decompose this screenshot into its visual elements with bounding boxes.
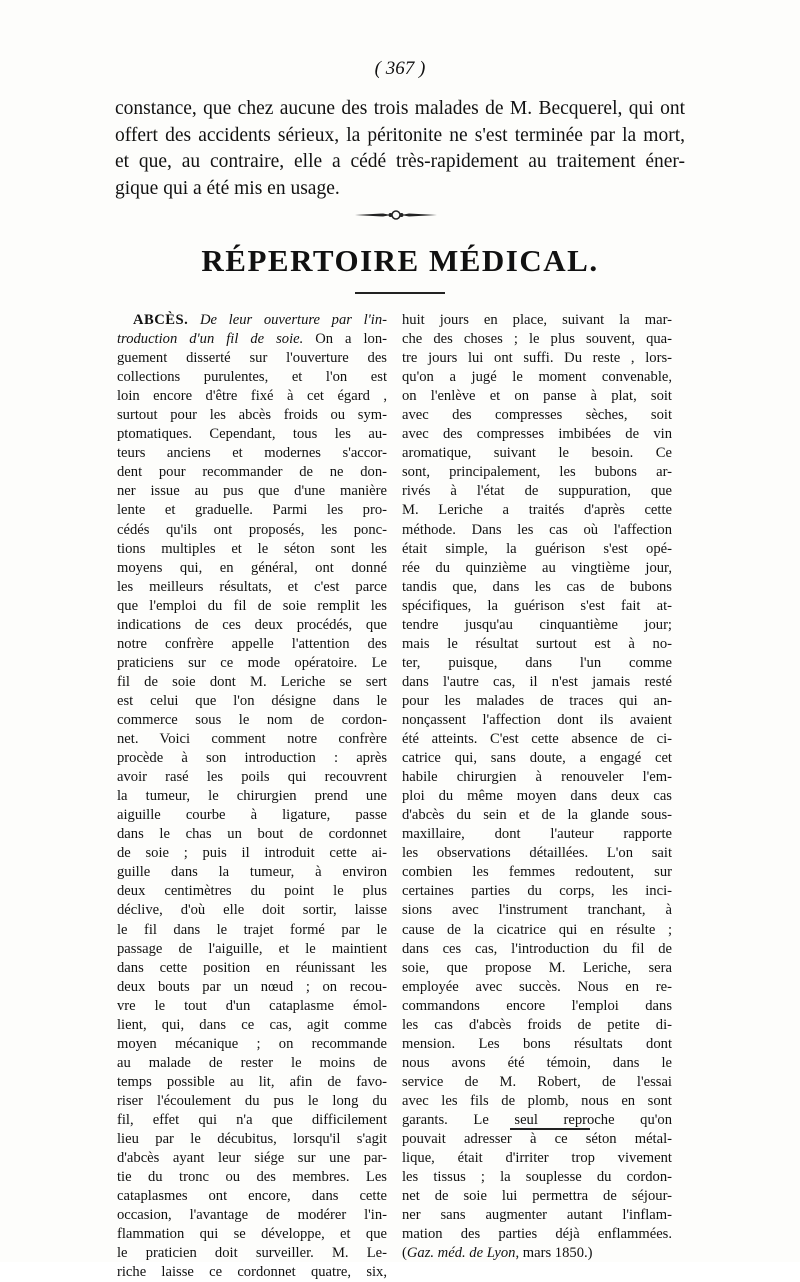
text-line: aiguille courbe à ligature, passe: [117, 807, 387, 824]
text-line: ner issue au pus que d'une manière: [117, 483, 387, 500]
text-line: certaines parties du corps, les inci-: [402, 883, 672, 900]
text-line: dans l'autre cas, il n'est jamais resté: [402, 673, 672, 690]
text-line: ner sans augmenter autant l'inflam-: [402, 1207, 672, 1224]
text-line: moyen mécanique ; on recommande: [117, 1035, 387, 1052]
text-line: le fil dans le trajet formé par le: [117, 921, 387, 938]
text-line: sions avec l'instrument tranchant, à: [402, 902, 672, 919]
text-line: cédés qu'ils ont proposés, les ponc-: [117, 521, 387, 538]
text-line: spécifiques, la guérison s'est fait at-: [402, 597, 672, 614]
text-line: on l'enlève et on panse à plat, soit: [402, 388, 672, 405]
intro-paragraph: [115, 96, 685, 202]
text-line: été atteints. C'est cette absence de ci-: [402, 731, 672, 748]
text-line: huit jours en place, suivant la mar-: [402, 312, 672, 328]
text-line: était simple, la guérison s'est opé-: [402, 540, 672, 557]
text-line: occasion, l'avantage de modérer l'in-: [117, 1207, 387, 1224]
text-line: commerce sous le nom de cordon-: [117, 711, 387, 728]
article-heading-line: [117, 330, 387, 349]
left-column-lines: [117, 349, 387, 1282]
text-line: tendre jusqu'au cinquantième jour;: [402, 616, 672, 633]
citation-source: Gaz. méd. de Lyon: [406, 1245, 516, 1262]
text-line: nous avons été témoin, dans le: [402, 1054, 672, 1071]
citation-date: mars 1850.: [522, 1245, 588, 1262]
citation: (Gaz. méd. de Lyon, mars 1850.): [402, 1245, 593, 1262]
text-line: habile chirurgien à renouveler l'em-: [402, 769, 672, 786]
text-line: tie du tronc ou des membres. Les: [117, 1169, 387, 1186]
text-line: guement disserté sur l'ouverture des: [117, 350, 387, 367]
text-line: commandons encore l'emploi dans: [402, 997, 672, 1014]
text-line: cause de la cicatrice qui en résulte ;: [402, 921, 672, 938]
text-line: nonçassent l'affection dont ils avaient: [402, 711, 672, 728]
text-line: deux bouts par un nœud ; on recou-: [117, 978, 387, 995]
text-line: les tissus ; la souplesse du cordon-: [402, 1169, 672, 1186]
text-line: rée du quinzième au vingtième jour,: [402, 559, 672, 576]
text-line: fil de soie dont M. Leriche se sert: [117, 673, 387, 690]
text-line: méthode. Dans les cas où l'affection: [402, 521, 672, 538]
left-column: [117, 311, 387, 1282]
text-line: net. Voici comment notre confrère: [117, 731, 387, 748]
text-line: que l'emploi du fil de soie remplit les: [117, 597, 387, 614]
text-line: dans le chas un bout de cordonnet: [117, 826, 387, 843]
text-line: vre le tout d'un cataplasme émol-: [117, 997, 387, 1014]
section-title: RÉPERTOIRE MÉDICAL.: [201, 243, 599, 278]
ornament-divider-icon: [353, 208, 439, 222]
text-line: qu'on a jugé le moment convenable,: [402, 369, 672, 386]
text-line: ploi du même moyen dans deux cas: [402, 788, 672, 805]
text-line: loin encore d'être fixé à cet égard ,: [117, 388, 387, 405]
text-line: ptomatiques. Cependant, tous les au-: [117, 426, 387, 443]
text-line: aromatique, suivant le besoin. Ce: [402, 445, 672, 462]
text-line: les meilleurs résultats, et c'est parce: [117, 578, 387, 595]
text-line: maxillaire, dont l'auteur rapporte: [402, 826, 672, 843]
text-line: praticiens sur ce mode opératoire. Le: [117, 654, 387, 671]
text-line: net de soie lui permettra de séjour-: [402, 1188, 672, 1205]
text-line: employée avec succès. Nous en re-: [402, 978, 672, 995]
text-line: service de M. Robert, de l'essai: [402, 1073, 672, 1090]
article-subtitle: De leur ouverture par l'in-: [199, 312, 387, 328]
end-rule: [510, 1128, 590, 1130]
text-line: avoir rasé les poils qui recouvrent: [117, 769, 387, 786]
text-line: au malade de rester le moins de: [117, 1054, 387, 1071]
text-line: le praticien doit surveiller. M. Le-: [117, 1245, 387, 1262]
article-title: ABCÈS.: [133, 312, 189, 328]
intro-line: gique qui a été mis en usage.: [115, 177, 340, 199]
text-line: deux centimètres du point le plus: [117, 883, 387, 900]
right-column-lines: [402, 311, 672, 1244]
text-line: lente et graduelle. Parmi les pro-: [117, 502, 387, 519]
text-line: temps possible au lit, afin de favo-: [117, 1073, 387, 1090]
text-line: pour les malades de traces qui an-: [402, 692, 672, 709]
text-line: collections purulentes, et l'on est: [117, 369, 387, 386]
text-line: moyens qui, en général, ont donné: [117, 559, 387, 576]
text-line: catrice qui, sans doute, a engagé cet: [402, 750, 672, 767]
text-line: ter, puisque, dans l'un comme: [402, 654, 672, 671]
text-line: déclive, d'où elle doit sortir, laisse: [117, 902, 387, 919]
text-line: d'abcès ayant leur siége sur une par-: [117, 1150, 387, 1167]
text-line: indications de ces deux procédés, que: [117, 616, 387, 633]
text-line: lique, était d'irriter trop vivement: [402, 1150, 672, 1167]
text-line: procède à son introduction : après: [117, 750, 387, 767]
article-heading-line: [117, 311, 387, 330]
text-line: garants. Le seul reproche qu'on: [402, 1111, 672, 1128]
text-line: On a lon-: [315, 331, 387, 348]
text-line: teurs anciens et modernes s'accor-: [117, 445, 387, 462]
text-line: les cas d'abcès froids de petite di-: [402, 1016, 672, 1033]
text-line: riche laisse ce cordonnet quatre, six,: [117, 1264, 387, 1281]
text-line: guille dans la tumeur, à environ: [117, 864, 387, 881]
text-line: mation des parties déjà enflammées.: [402, 1226, 672, 1243]
text-line: tre jours lui ont suffi. Du reste , lors-: [402, 350, 672, 367]
text-line: riser l'écoulement du pus le long du: [117, 1092, 387, 1109]
text-line: d'abcès du sein et de la glande sous-: [402, 807, 672, 824]
article-subtitle: troduction d'un fil de soie.: [117, 331, 304, 348]
text-line: notre confrère appelle l'attention des: [117, 635, 387, 652]
text-line: soie, que propose M. Leriche, sera: [402, 959, 672, 976]
text-line: de soie ; puis il introduit cette ai-: [117, 845, 387, 862]
text-line: fil, effet qui n'a que difficilement: [117, 1111, 387, 1128]
text-line: pouvait adresser à ce séton métal-: [402, 1131, 672, 1148]
text-line: lieu par le décubitus, lorsqu'il s'agit: [117, 1131, 387, 1148]
text-line: mension. Les bons résultats dont: [402, 1035, 672, 1052]
text-line: la tumeur, le chirurgien prend une: [117, 788, 387, 805]
intro-line: offert des accidents sérieux, la péritonite ne s'est terminée par la mort,: [115, 124, 685, 146]
text-line: tions multiples et le séton sont les: [117, 540, 387, 557]
text-line: dans ces cas, l'introduction du fil de: [402, 940, 672, 957]
text-line: flammation qui se développe, et que: [117, 1226, 387, 1243]
intro-line: et que, au contraire, elle a cédé très-rapidement au traitement éner-: [115, 151, 685, 172]
text-line: mais le résultat surtout est à no-: [402, 635, 672, 652]
text-line: combien les femmes redoutent, sur: [402, 864, 672, 881]
text-line: avec des compresses imbibées de vin: [402, 426, 672, 443]
text-line: les observations détaillées. L'on sait: [402, 845, 672, 862]
text-line: lient, qui, dans ce cas, agit comme: [117, 1016, 387, 1033]
heading-rule: [355, 292, 445, 294]
page-number: ( 367 ): [374, 58, 426, 79]
text-line: rivés à l'état de suppuration, que: [402, 483, 672, 500]
text-line: avec des compresses sèches, soit: [402, 407, 672, 424]
text-line: sont, principalement, les bubons ar-: [402, 464, 672, 481]
right-column: [402, 311, 672, 1263]
text-line: dans cette position en réunissant les: [117, 959, 387, 976]
text-line: surtout pour les abcès froids ou sym-: [117, 407, 387, 424]
text-line: cataplasmes ont encore, dans cette: [117, 1188, 387, 1205]
intro-line: constance, que chez aucune des trois malades de M. Becquerel, qui ont: [115, 98, 685, 119]
text-line: passage de l'aiguille, et le maintient: [117, 940, 387, 957]
text-line: tandis que, dans les cas de bubons: [402, 578, 672, 595]
text-line: est celui que l'on désigne dans le: [117, 692, 387, 709]
text-line: avec les fils de plomb, nous en sont: [402, 1092, 672, 1109]
text-line: che des choses ; le plus souvent, qua-: [402, 331, 672, 348]
text-line: M. Leriche a traités d'après cette: [402, 502, 672, 519]
text-line: dent pour recommander de ne don-: [117, 464, 387, 481]
